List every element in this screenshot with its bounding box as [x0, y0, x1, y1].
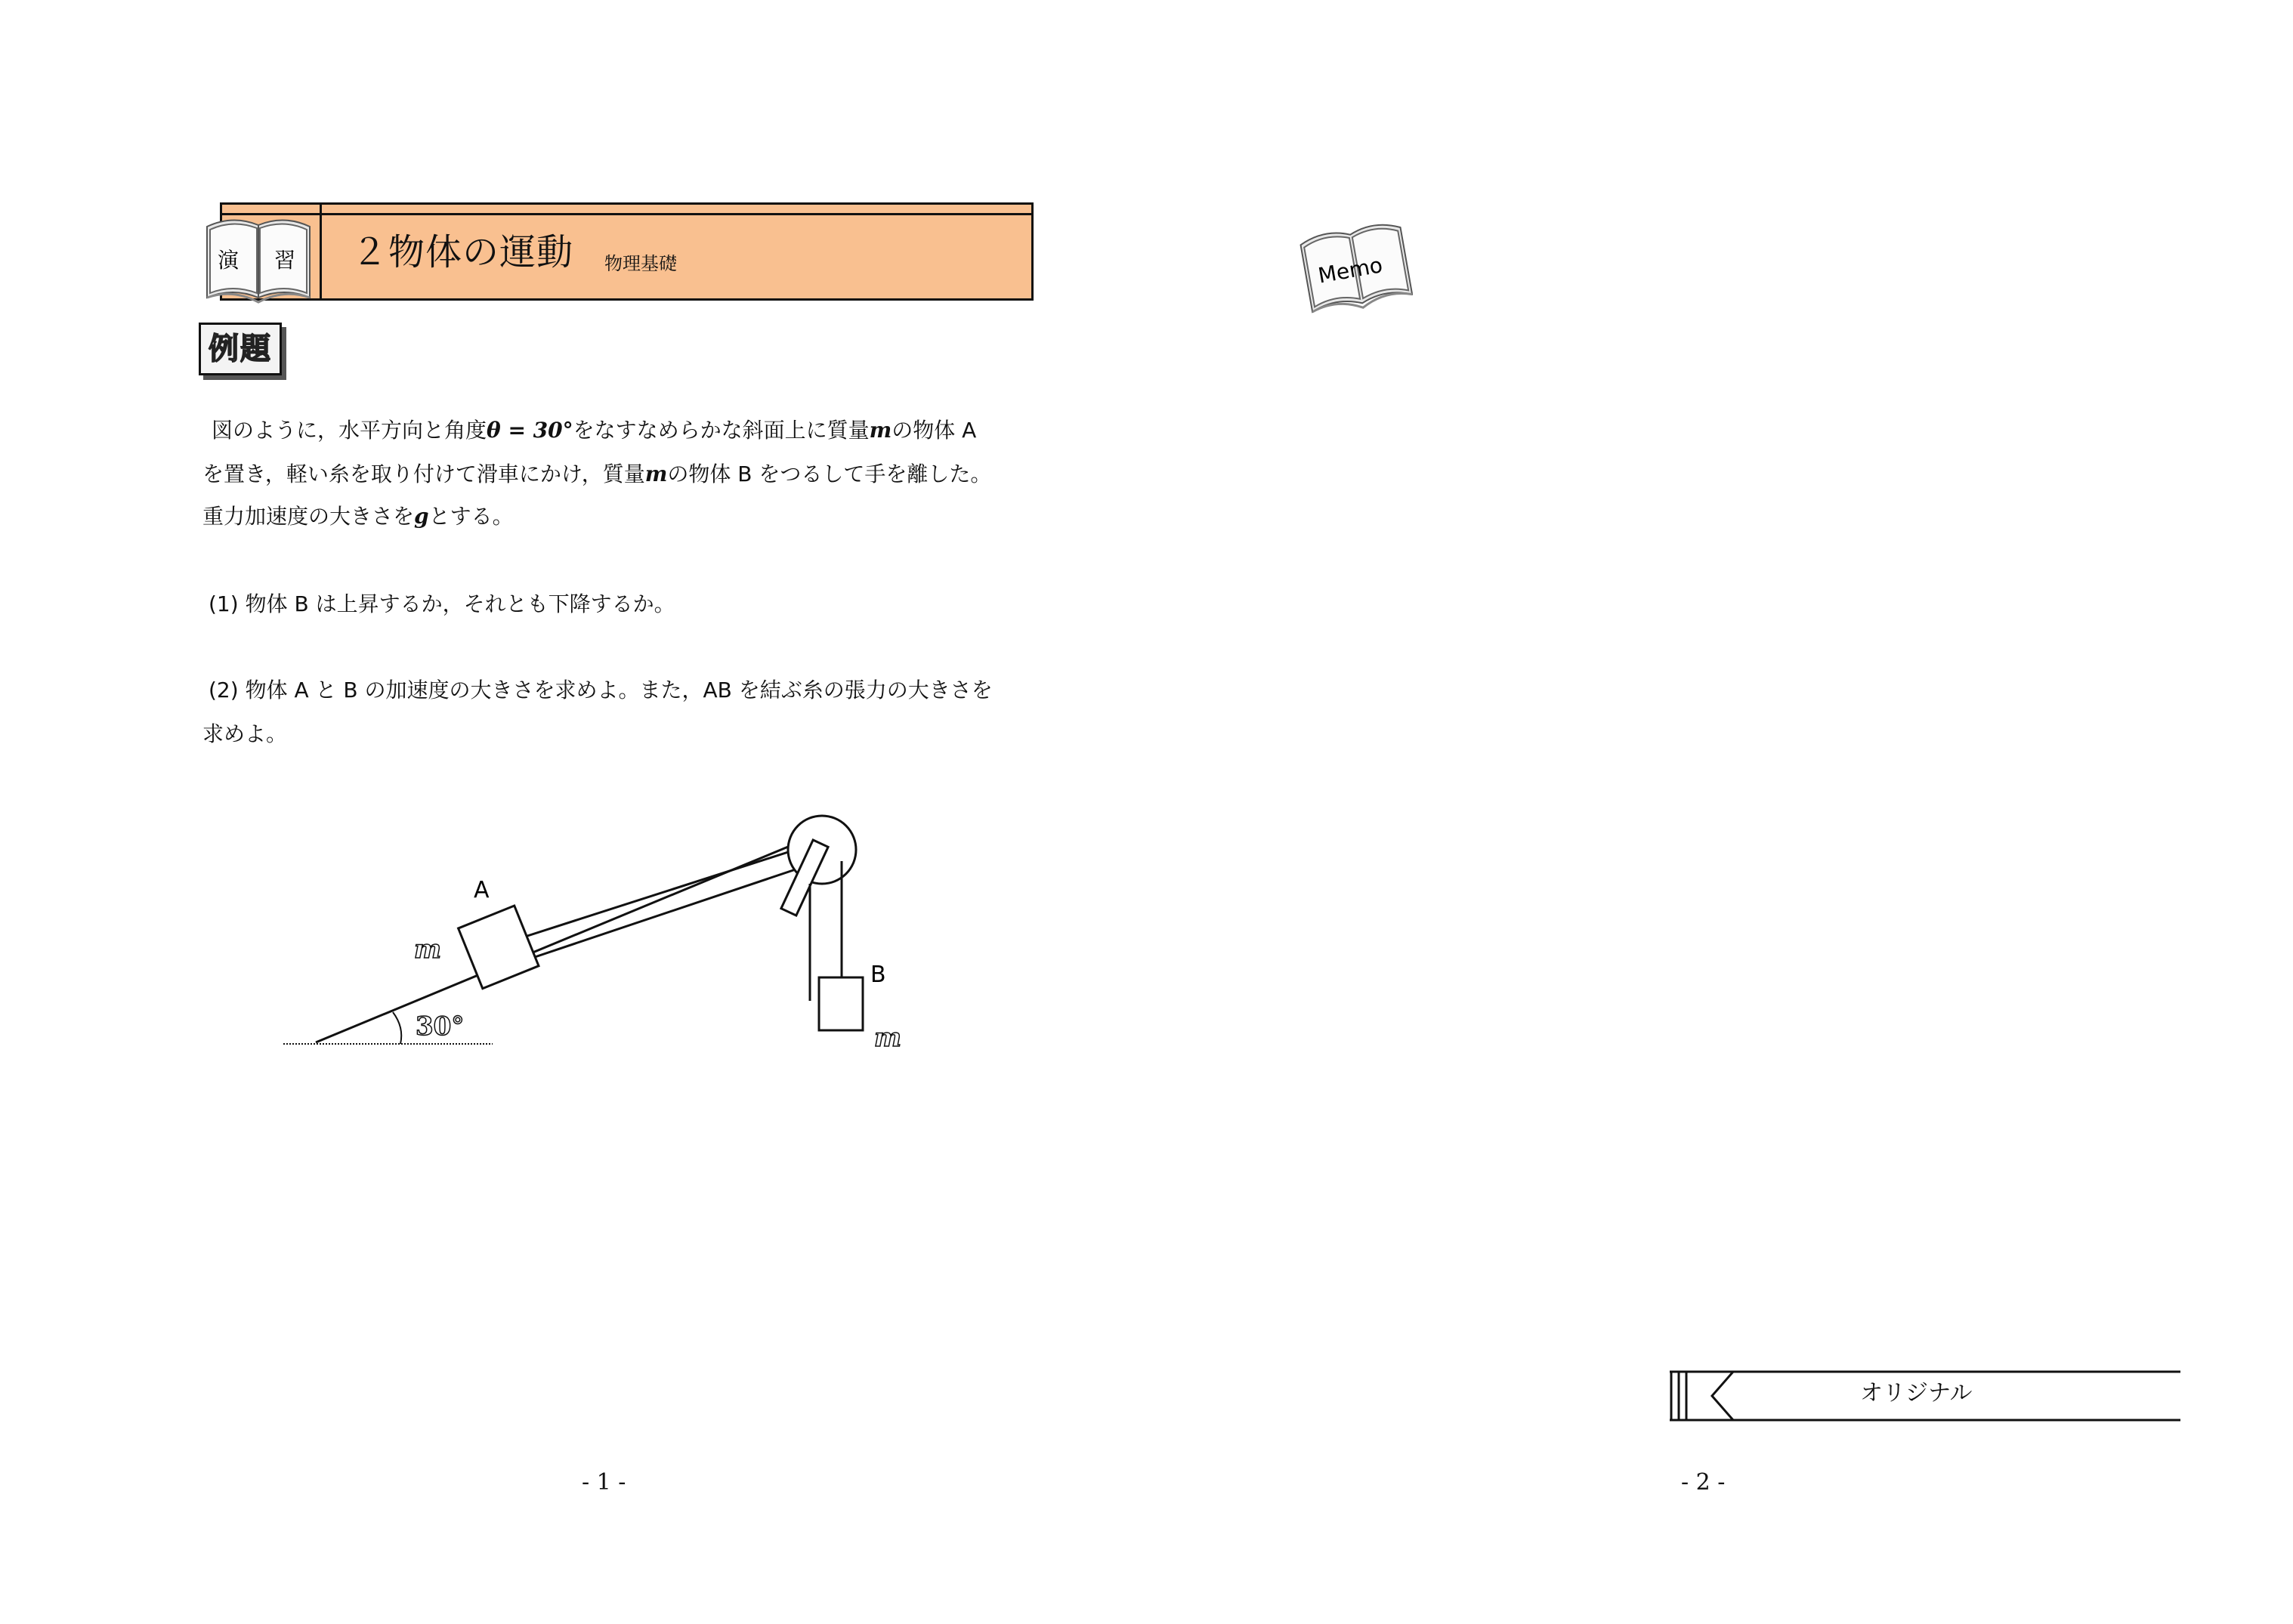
- original-label: オリジナル: [1860, 1380, 1973, 1406]
- gravity-math: g: [414, 504, 429, 529]
- chevron-left-icon: [1712, 1372, 1733, 1420]
- problem-line-1: [212, 420, 976, 441]
- problem-text: を置き，軽い糸を取り付けて滑車にかけ，質量: [202, 462, 645, 486]
- string-ab-bottom: [533, 867, 802, 958]
- example-label: 例題: [199, 323, 282, 375]
- block-a: [459, 906, 539, 989]
- title-banner-divider: [320, 202, 322, 301]
- block-b-label: B: [870, 962, 886, 988]
- book-label-right: 習: [274, 248, 296, 273]
- string-ab-top: [525, 848, 802, 937]
- book-label-left: 演: [218, 248, 239, 273]
- problem-line-3: [202, 506, 514, 527]
- problem-line-2: [202, 464, 991, 485]
- question-2-line-1: (2) 物体 A と B の加速度の大きさを求めよ。また，AB を結ぶ糸の張力の大きさを: [209, 678, 993, 702]
- subject-label: 物理基礎: [604, 253, 677, 274]
- angle-math: θ = 30°: [487, 418, 573, 443]
- block-a-label: A: [474, 877, 490, 903]
- title-banner: [220, 202, 1034, 301]
- page-title: ２物体の運動: [351, 231, 574, 273]
- page-number-right: - 2 -: [1681, 1469, 1726, 1496]
- block-b-mass: m: [874, 1023, 901, 1053]
- memo-label: Memo: [1316, 252, 1385, 289]
- problem-text: 図のように，水平方向と角度: [212, 418, 487, 443]
- page-number-left: - 1 -: [582, 1469, 626, 1496]
- problem-text: をなすなめらかな斜面上に質量: [573, 418, 870, 443]
- block-a-mass: m: [414, 934, 441, 965]
- question-2-line-2: 求めよ。: [202, 721, 288, 746]
- problem-text: とする。: [428, 504, 514, 529]
- block-b: [819, 977, 863, 1030]
- angle-arc: [393, 1012, 401, 1044]
- problem-text: の物体 A: [892, 418, 977, 443]
- problem-text: 重力加速度の大きさを: [202, 504, 415, 529]
- title-banner-top-line: [220, 213, 1034, 215]
- angle-label: 30°: [416, 1011, 465, 1042]
- mass-math: m: [644, 462, 668, 486]
- incline-pulley-figure: [272, 801, 937, 1073]
- mass-math: m: [869, 418, 892, 443]
- open-book-icon: [202, 213, 314, 307]
- memo-book-icon: [1299, 219, 1413, 317]
- problem-text: の物体 B をつるして手を離した。: [667, 462, 992, 486]
- question-1: (1) 物体 B は上昇するか，それとも下降するか。: [209, 591, 675, 616]
